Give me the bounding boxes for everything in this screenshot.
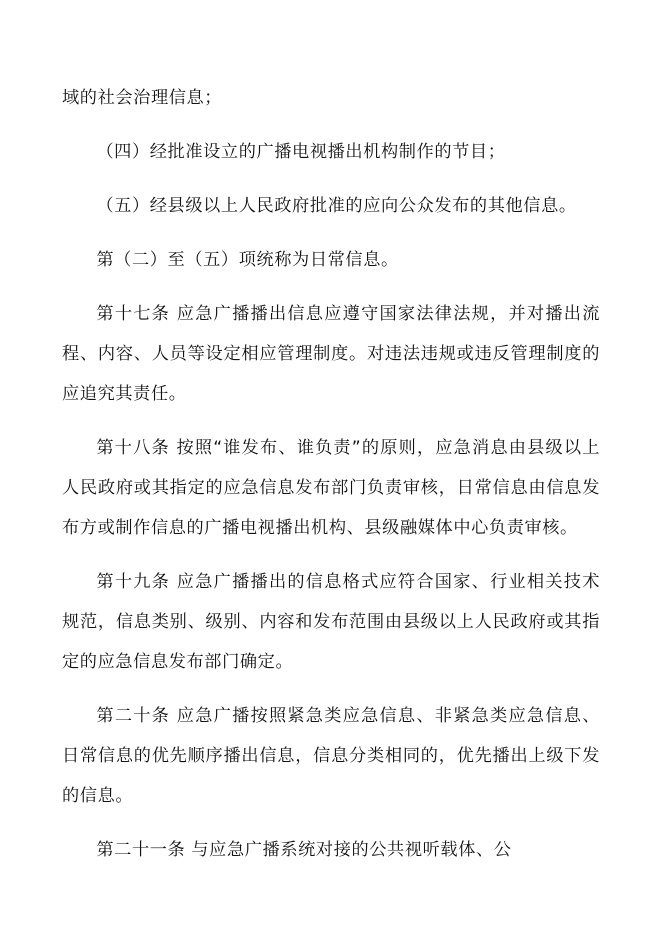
paragraph-article-20: 第二十条 应急广播按照紧急类应急信息、非紧急类应急信息、日常信息的优先顺序播出信息，信息分类相同的，优先播出上级下发的信息。 [62,706,600,806]
paragraph-item-summary: 第（二）至（五）项统称为日常信息。 [96,250,399,270]
paragraph-article-17: 第十七条 应急广播播出信息应遵守国家法律法规，并对播出流程、内容、人员等设定相应管理制度。对违法违规或违反管理制度的应追究其责任。 [62,304,600,404]
paragraph-article-18: 第十八条 按照“谁发布、谁负责”的原则，应急消息由县级以上人民政府或其指定的应急信息发布部门负责审核，日常信息由信息发布方或制作信息的广播电视播出机构、县级融媒体中心负责审核。 [62,438,600,538]
paragraph-item-four: （四）经批准设立的广播电视播出机构制作的节目； [96,142,506,162]
paragraph-article-19: 第十九条 应急广播播出的信息格式应符合国家、行业相关技术规范，信息类别、级别、内容和发布范围由县级以上人民政府或其指定的应急信息发布部门确定。 [62,572,600,672]
paragraph-line-continuation: 域的社会治理信息； [62,88,223,108]
paragraph-article-21: 第二十一条 与应急广播系统对接的公共视听载体、公 [96,840,512,860]
paragraph-item-five: （五）经县级以上人民政府批准的应向公众发布的其他信息。 [96,196,577,216]
document-body [62,78,600,870]
